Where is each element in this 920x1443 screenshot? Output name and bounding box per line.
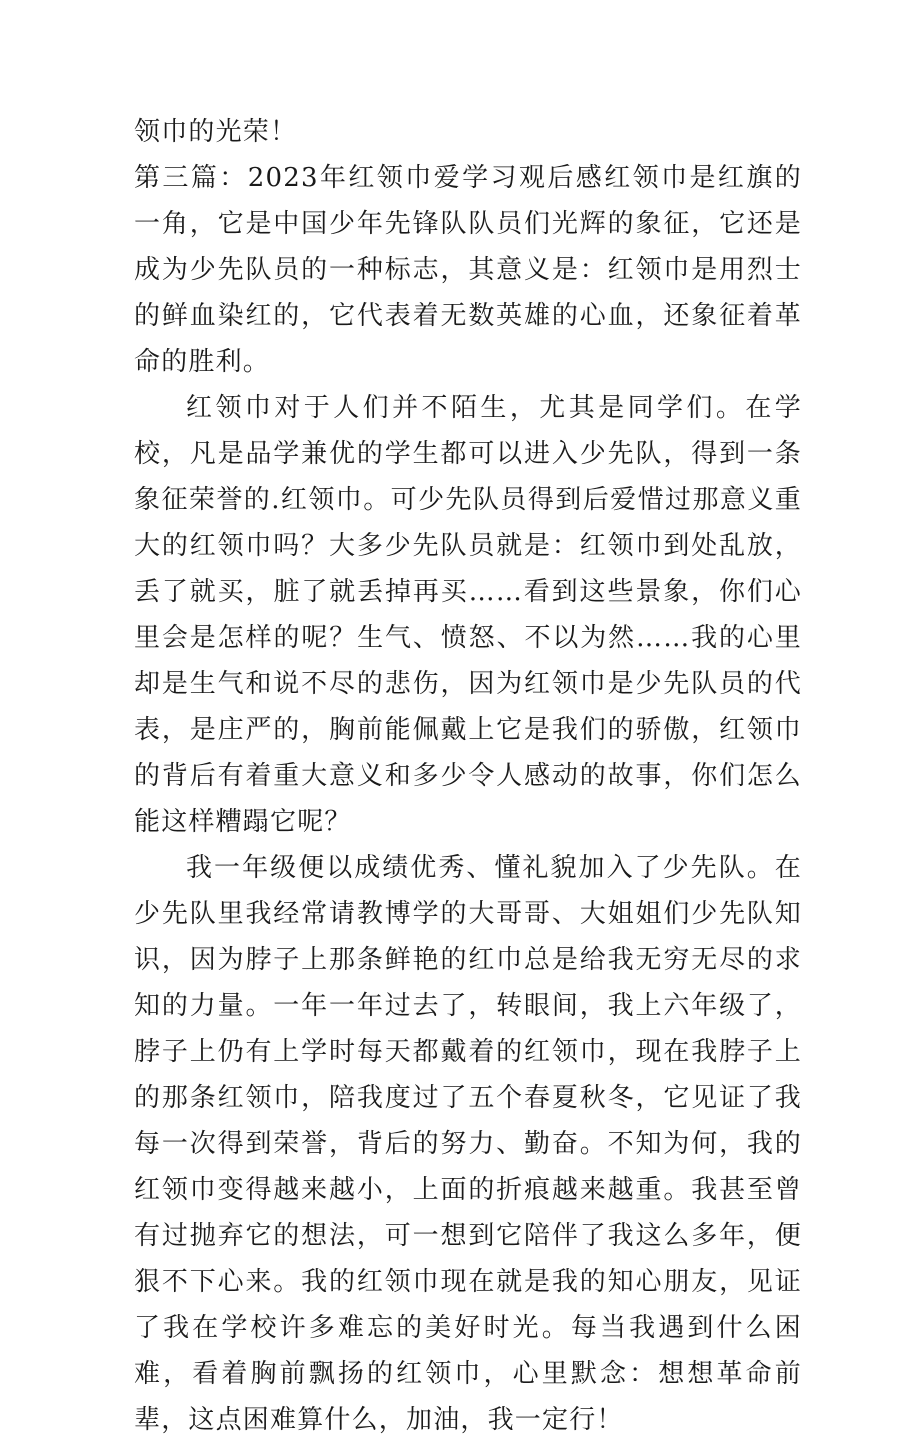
paragraph-continuation: 领巾的光荣！	[134, 117, 298, 147]
paragraph-body-2: 我一年级便以成绩优秀、懂礼貌加入了少先队。在少先队里我经常请教博学的大哥哥、大姐姐们少先队知识，因为脖子上那条鲜艳的红巾总是给我无穷无尽的求知的力量。一年一年过去了，转眼间，我上六年级了，脖子上仍有上学时每天都戴着的红领巾，现在我脖子上的那条红领巾，陪我度过了五个春夏秋冬，它见证了我每一次得到荣誉，背后的努力、勤奋。不知为何，我的红领巾变得越来越小，上面的折痕越来越重。我甚至曾有过抛弃它的想法，可一想到它陪伴了我这么多年，便狠不下心来。我的红领巾现在就是我的知心朋友，见证了我在学校许多难忘的美好时光。每当我遇到什么困难，看着胸前飘扬的红领巾，心里默念：想想革命前辈，这点困难算什么，加油，我一定行！	[134, 853, 802, 1435]
paragraph-body-1: 红领巾对于人们并不陌生，尤其是同学们。在学校，凡是品学兼优的学生都可以进入少先队，得到一条象征荣誉的.红领巾。可少先队员得到后爱惜过那意义重大的红领巾吗？大多少先队员就是：红领巾到处乱放，丢了就买，脏了就丢掉再买……看到这些景象，你们心里会是怎样的呢？生气、愤怒、不以为然……我的心里却是生气和说不尽的悲伤，因为红领巾是少先队员的代表，是庄严的，胸前能佩戴上它是我们的骄傲，红领巾的背后有着重大意义和多少令人感动的故事，你们怎么能这样糟蹋它呢？	[134, 393, 802, 837]
document-body	[134, 109, 802, 1443]
paragraph-article-heading: 第三篇：2023年红领巾爱学习观后感红领巾是红旗的一角，它是中国少年先锋队队员们光辉的象征，它还是成为少先队员的一种标志，其意义是：红领巾是用烈士的鲜血染红的，它代表着无数英雄的心血，还象征着革命的胜利。	[134, 163, 802, 377]
